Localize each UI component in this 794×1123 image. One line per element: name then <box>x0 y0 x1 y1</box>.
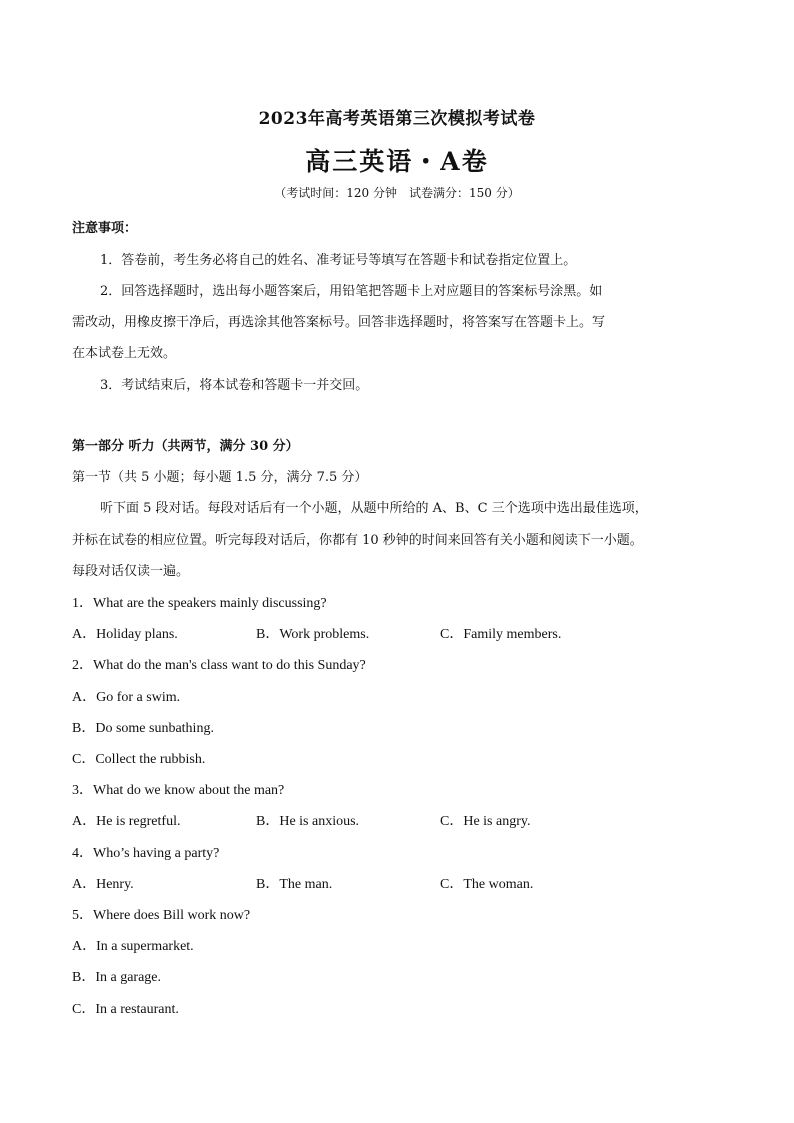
question-5-option-b: B．In a garage. <box>72 970 162 985</box>
exam-title: 2023年高考英语第三次模拟考试卷 <box>258 109 536 129</box>
question-1-option-b: B．Work problems. <box>256 627 370 642</box>
instructions-line-3: 每段对话仅读一遍。 <box>72 564 190 579</box>
notice-item-2-line-2: 需改动，用橡皮擦干净后，再选涂其他答案标号。回答非选择题时，将答案写在答题卡上。写 <box>72 315 606 330</box>
question-3-option-b: B．He is anxious. <box>256 814 360 829</box>
question-1-option-a: A．Holiday plans. <box>72 627 178 642</box>
question-2-option-a: A．Go for a swim. <box>72 690 181 705</box>
question-1-option-c: C．Family members. <box>440 627 562 642</box>
part1-heading: 第一部分 听力（共两节，满分 30 分） <box>72 439 299 454</box>
section1-heading: 第一节（共 5 小题；每小题 1.5 分，满分 7.5 分） <box>72 470 368 485</box>
question-4-option-a: A．Henry. <box>72 877 134 892</box>
question-1-stem: 1．What are the speakers mainly discussing? <box>72 596 327 611</box>
question-3-option-a: A．He is regretful. <box>72 814 181 829</box>
question-4-stem: 4．Who’s having a party? <box>72 846 220 861</box>
question-5-stem: 5．Where does Bill work now? <box>72 908 251 923</box>
notice-item-1: 1．答卷前，考生务必将自己的姓名、准考证号等填写在答题卡和试卷指定位置上。 <box>100 253 577 268</box>
question-3-option-c: C．He is angry. <box>440 814 531 829</box>
instructions-line-2: 并标在试卷的相应位置。听完每段对话后，你都有 10 秒钟的时间来回答有关小题和阅读下一小题。 <box>72 533 643 548</box>
question-2-option-c: C．Collect the rubbish. <box>72 752 206 767</box>
question-4-option-b: B．The man. <box>256 877 333 892</box>
question-2-option-b: B．Do some sunbathing. <box>72 721 214 736</box>
notice-heading: 注意事项： <box>72 221 138 236</box>
notice-item-2-line-1: 2．回答选择题时，选出每小题答案后，用铅笔把答题卡上对应题目的答案标号涂黑。如 <box>100 284 603 299</box>
question-5-option-c: C．In a restaurant. <box>72 1002 179 1017</box>
question-2-stem: 2．What do the man's class want to do this Sunday? <box>72 658 366 673</box>
question-4-option-c: C．The woman. <box>440 877 534 892</box>
notice-item-3: 3．考试结束后，将本试卷和答题卡一并交回。 <box>100 378 369 393</box>
instructions-line-1: 听下面 5 段对话。每段对话后有一个小题，从题中所给的 A、B、C 三个选项中选出最佳选项， <box>100 501 648 516</box>
question-3-stem: 3．What do we know about the man? <box>72 783 285 798</box>
question-5-option-a: A．In a supermarket. <box>72 939 194 954</box>
notice-item-2-line-3: 在本试卷上无效。 <box>72 346 177 361</box>
paper-title: 高三英语・A卷 <box>305 147 489 176</box>
exam-info: （考试时间：120 分钟 试卷满分：150 分） <box>274 186 520 200</box>
